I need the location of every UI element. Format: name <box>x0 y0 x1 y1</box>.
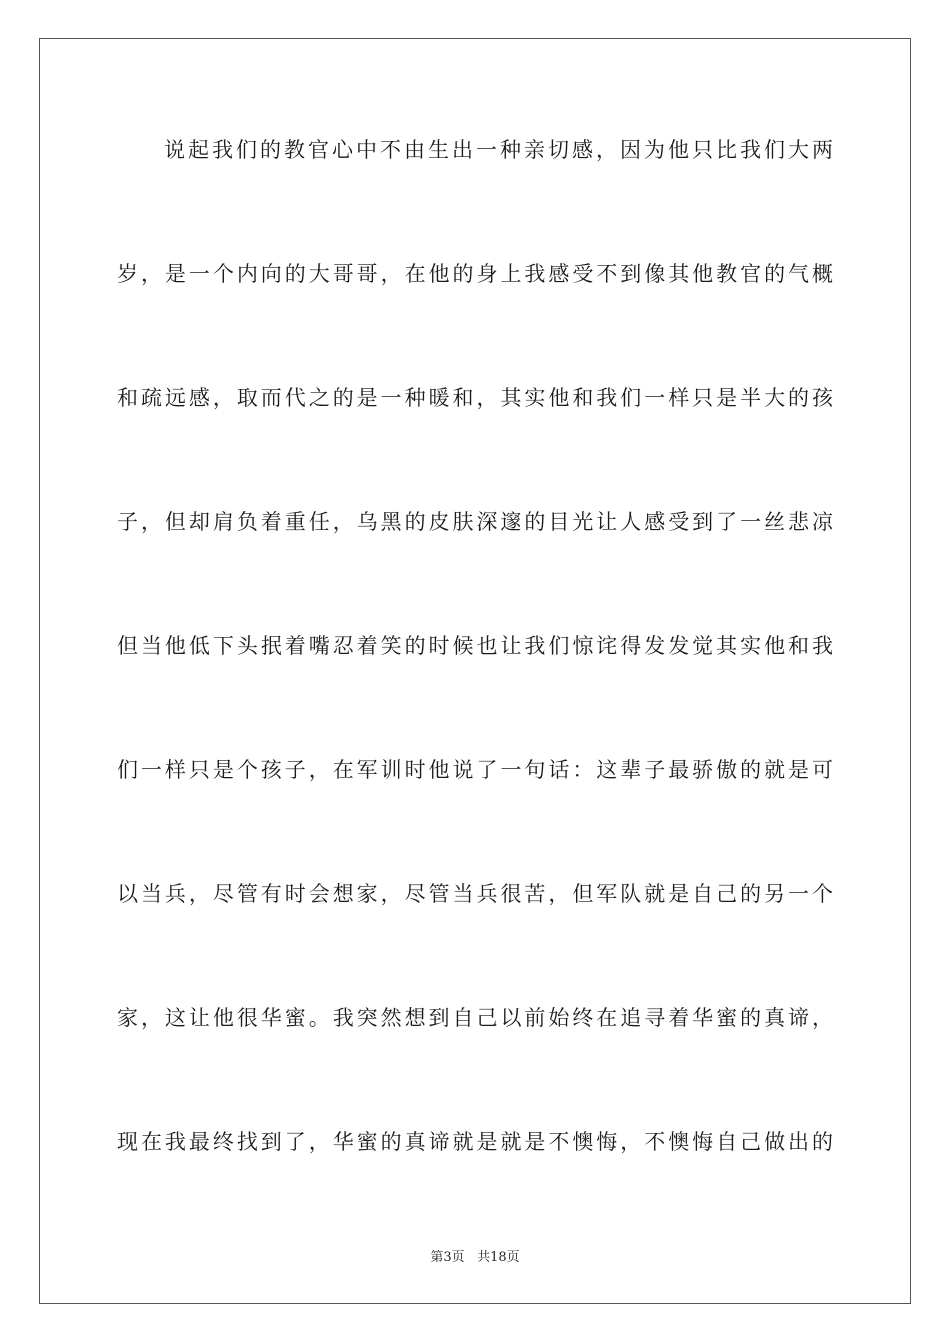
text-line-7: 以当兵，尽管有时会想家，尽管当兵很苦，但军队就是自己的另一个 <box>117 882 833 906</box>
text-line-6: 们一样只是个孩子，在军训时他说了一句话：这辈子最骄傲的就是可 <box>117 758 833 782</box>
text-line-4: 子，但却肩负着重任，乌黑的皮肤深邃的目光让人感受到了一丝悲凉 <box>117 510 833 534</box>
page-footer <box>0 1246 950 1265</box>
text-line-3: 和疏远感，取而代之的是一种暖和，其实他和我们一样只是半大的孩 <box>117 386 833 410</box>
page-border <box>39 38 911 1304</box>
text-line-2: 岁，是一个内向的大哥哥，在他的身上我感受不到像其他教官的气概 <box>117 262 833 286</box>
text-line-9: 现在我最终找到了，华蜜的真谛就是就是不懊悔，不懊悔自己做出的 <box>117 1130 833 1154</box>
text-line-8: 家，这让他很华蜜。我突然想到自己以前始终在追寻着华蜜的真谛， <box>117 1006 833 1030</box>
text-line-1: 说起我们的教官心中不由生出一种亲切感，因为他只比我们大两 <box>164 138 833 162</box>
text-line-5: 但当他低下头抿着嘴忍着笑的时候也让我们惊诧得发发觉其实他和我 <box>117 634 833 658</box>
page-total: 共18页 <box>477 1250 520 1265</box>
page-number: 第3页 <box>430 1250 465 1265</box>
